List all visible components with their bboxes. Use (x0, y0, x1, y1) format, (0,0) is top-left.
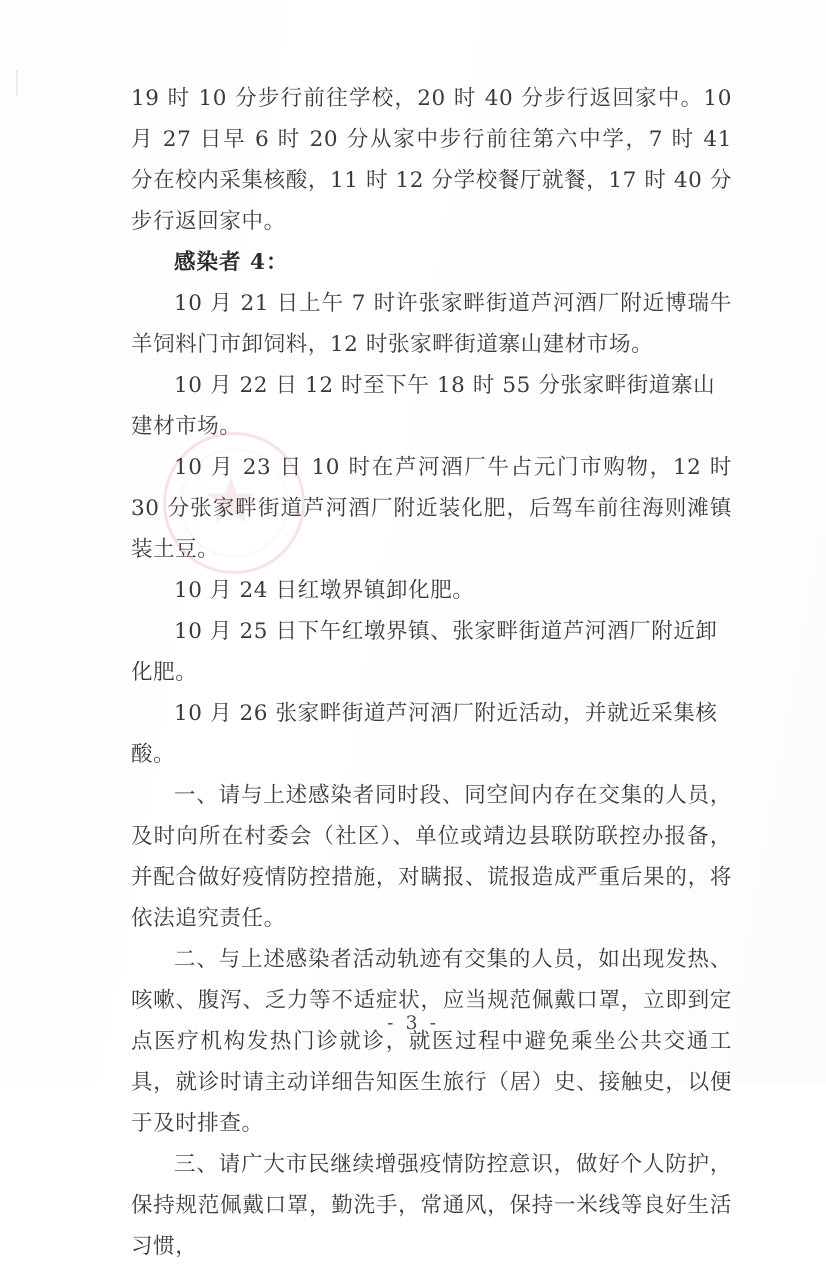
paragraph-notice-item-two: 二、与上述感染者活动轨迹有交集的人员，如出现发热、咳嗽、腹泻、乏力等不适症状，应当规范佩戴口罩，立即到定点医疗机构发热门诊就诊，就医过程中避免乘坐公共交通工具，就诊时请主动详细告知医生旅行（居）史、接触史，以便于及时排查。 (131, 947, 732, 1136)
paragraph-case4-oct21: 10 月 21 日上午 7 时许张家畔街道芦河酒厂附近博瑞牛羊饲料门市卸饲料，12 时张家畔街道寨山建材市场。 (131, 291, 732, 357)
paragraph-case4-oct24: 10 月 24 日红墩界镇卸化肥。 (174, 578, 475, 603)
paragraph-case4-heading: 感染者 4： (174, 250, 289, 275)
scan-edge-artifact (16, 70, 18, 96)
paragraph-notice-item-one: 一、请与上述感染者同时段、同空间内存在交集的人员，及时向所在村委会（社区）、单位或靖边县联防联控办报备，并配合做好疫情防控措施，对瞒报、谎报造成严重后果的，将依法追究责任。 (131, 783, 732, 931)
page-number: - 3 - (386, 1012, 439, 1034)
paragraph-case4-oct25: 10 月 25 日下午红墩界镇、张家畔街道芦河酒厂附近卸化肥。 (131, 619, 718, 685)
paragraph-case4-oct26: 10 月 26 张家畔街道芦河酒厂附近活动，并就近采集核酸。 (131, 701, 718, 767)
paragraph-case4-oct22: 10 月 22 日 12 时至下午 18 时 55 分张家畔街道寨山建材市场。 (131, 373, 716, 439)
paragraph-case4-oct23: 10 月 23 日 10 时在芦河酒厂牛占元门市购物，12 时 30 分张家畔街道芦河酒厂附近装化肥，后驾车前往海则滩镇装土豆。 (131, 455, 732, 562)
paragraph-notice-item-three: 三、请广大市民继续增强疫情防控意识，做好个人防护，保持规范佩戴口罩，勤洗手，常通风，保持一米线等良好生活习惯， (131, 1152, 732, 1259)
paragraph-case3-trajectory-continued: 19 时 10 分步行前往学校，20 时 40 分步行返回家中。10 月 27 日早 6 时 20 分从家中步行前往第六中学，7 时 41 分在校内采集核酸，11 时 12 分学校餐厅就餐，17 时 40 分步行返回家中。 (131, 86, 732, 234)
document-body-text (131, 78, 732, 1267)
